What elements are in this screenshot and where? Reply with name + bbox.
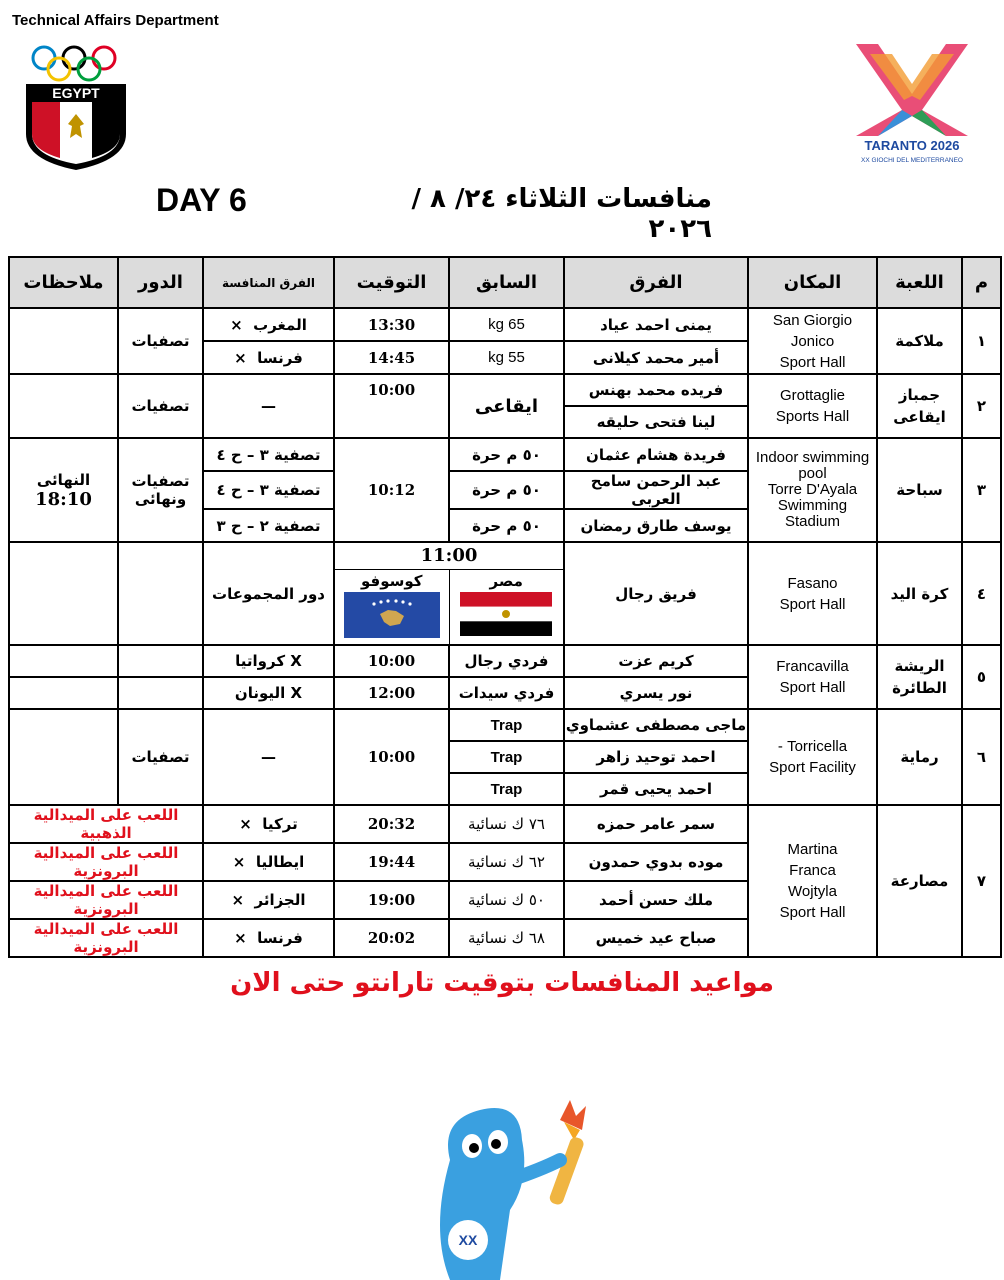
time-cell: 12:00 (334, 677, 449, 709)
footer-note: مواعيد المنافسات بتوقيت تارانتو حتى الان (230, 968, 774, 998)
opponent-cell: تصفية ٣ – ح ٤ (203, 438, 334, 471)
arabic-date-title: منافسات الثلاثاء ٢٤/ ٨ / ٢٠٢٦ (411, 184, 712, 244)
sport-name: الريشة الطائرة (877, 645, 962, 709)
athlete-name: احمد يحيى قمر (564, 773, 748, 805)
round-cell (118, 677, 203, 709)
team-name: فريق رجال (564, 542, 748, 645)
opponent-cell: X كرواتيا (203, 645, 334, 677)
event-name: ٥٠ م حرة (449, 509, 564, 542)
row-number: ٢ (962, 374, 1001, 438)
notes-cell (9, 709, 118, 805)
time-cell: 10:00 (334, 709, 449, 805)
notes-cell: اللعب على الميدالية البرونزية (9, 843, 203, 881)
notes-cell: النهائى 18:10 (9, 438, 118, 542)
sport-name: كرة اليد (877, 542, 962, 645)
time-cell: 19:00 (334, 881, 449, 919)
row-number: ٣ (962, 438, 1001, 542)
event-name: 65 kg (449, 308, 564, 341)
athlete-name: فريدة هشام عثمان (564, 438, 748, 471)
opponent-cell: الجزائر × (203, 881, 334, 919)
sport-name: ملاكمة (877, 308, 962, 374)
schedule-table (8, 256, 1002, 958)
venue: Indoor swimming pool Torre D'Ayala Swimming Stadium (748, 438, 877, 542)
egypt-flag-icon (460, 592, 552, 636)
round-cell (118, 645, 203, 677)
day-title: DAY 6 (156, 182, 247, 218)
opponent-cell: X اليونان (203, 677, 334, 709)
sport-name: جمباز ايقاعى (877, 374, 962, 438)
table-row (9, 542, 1001, 645)
table-row (9, 374, 1001, 406)
kosovo-flag-icon (344, 592, 440, 638)
svg-text:XX: XX (458, 1232, 478, 1248)
notes-cell (9, 542, 118, 645)
event-name: ٥٠ ك نسائية (449, 881, 564, 919)
event-name: فردي سيدات (449, 677, 564, 709)
time-cell: 14:45 (334, 341, 449, 374)
event-name: ٦٨ ك نسائية (449, 919, 564, 957)
event-name: ٧٦ ك نسائية (449, 805, 564, 843)
venue: Francavilla Sport Hall (748, 645, 877, 709)
row-number: ٧ (962, 805, 1001, 957)
athlete-name: يوسف طارق رمضان (564, 509, 748, 542)
svg-text:TARANTO 2026: TARANTO 2026 (864, 138, 960, 153)
athlete-name: كريم عزت (564, 645, 748, 677)
col-sport: اللعبة (877, 257, 962, 308)
notes-cell: اللعب على الميدالية البرونزية (9, 881, 203, 919)
match-cell (334, 542, 564, 645)
time-cell: 10:00 (334, 645, 449, 677)
round-cell: دور المجموعات (203, 542, 334, 645)
notes-cell (9, 308, 118, 374)
notes-cell (9, 677, 118, 709)
col-no: م (962, 257, 1001, 308)
athlete-name: نور يسري (564, 677, 748, 709)
opponent-cell: تصفية ٣ – ح ٤ (203, 471, 334, 509)
team-b: كوسوفو (335, 570, 449, 644)
taranto-2026-logo (848, 40, 976, 170)
event-name: ٦٢ ك نسائية (449, 843, 564, 881)
athlete-name: أمير محمد كيلانى (564, 341, 748, 374)
round-cell: تصفيات ونهائى (118, 438, 203, 542)
table-row (9, 645, 1001, 677)
time-cell: 13:30 (334, 308, 449, 341)
row-number: ٤ (962, 542, 1001, 645)
round-cell: تصفيات (118, 709, 203, 805)
event-name: فردي رجال (449, 645, 564, 677)
col-opponent: الفرق المنافسة (203, 257, 334, 308)
col-time: التوقيت (334, 257, 449, 308)
col-round: الدور (118, 257, 203, 308)
round-cell: تصفيات (118, 374, 203, 438)
svg-text:XX GIOCHI DEL MEDITERRANEO: XX GIOCHI DEL MEDITERRANEO (861, 157, 963, 164)
opponent-cell: تركيا × (203, 805, 334, 843)
event-name: ايقاعى (449, 374, 564, 438)
venue: Fasano Sport Hall (748, 542, 877, 645)
venue: Torricella - Sport Facility (748, 709, 877, 805)
round-empty-cell (118, 542, 203, 645)
header-row (9, 257, 1001, 308)
athlete-name: احمد توحيد زاهر (564, 741, 748, 773)
venue: Grottaglie Sports Hall (748, 374, 877, 438)
time-cell: 10:00 (334, 374, 449, 438)
event-name: Trap (449, 741, 564, 773)
opponent-cell: فرنسا × (203, 341, 334, 374)
table-row (9, 438, 1001, 471)
match-time: 11:00 (335, 543, 563, 570)
athlete-name: يمنى احمد عياد (564, 308, 748, 341)
notes-cell: اللعب على الميدالية الذهبية (9, 805, 203, 843)
row-number: ٦ (962, 709, 1001, 805)
opponent-cell: المغرب × (203, 308, 334, 341)
col-event: السابق (449, 257, 564, 308)
opponent-cell: تصفية ٢ – ح ٣ (203, 509, 334, 542)
sport-name: مصارعة (877, 805, 962, 957)
time-cell: 20:32 (334, 805, 449, 843)
athlete-name: سمر عامر حمزه (564, 805, 748, 843)
egypt-olympic-logo (22, 42, 130, 172)
opponent-cell: — (203, 709, 334, 805)
row-number: ١ (962, 308, 1001, 374)
athlete-name: ماجى مصطفى عشماوي (564, 709, 748, 741)
opponent-cell: — (203, 374, 334, 438)
col-venue: المكان (748, 257, 877, 308)
athlete-name: صباح عيد خميس (564, 919, 748, 957)
athlete-name: موده بدوي حمدون (564, 843, 748, 881)
mascot-image (410, 1100, 600, 1280)
row-number: ٥ (962, 645, 1001, 709)
venue: Martina Franca Wojtyla Sport Hall (748, 805, 877, 957)
sport-name: سباحة (877, 438, 962, 542)
event-name: 55 kg (449, 341, 564, 374)
opponent-cell: فرنسا × (203, 919, 334, 957)
event-name: ٥٠ م حرة (449, 438, 564, 471)
time-cell: 20:02 (334, 919, 449, 957)
time-cell: 19:44 (334, 843, 449, 881)
opponent-cell: ايطاليا × (203, 843, 334, 881)
table-row (9, 805, 1001, 843)
department-label: Technical Affairs Department (12, 12, 219, 29)
svg-text:EGYPT: EGYPT (52, 85, 100, 101)
time-cell: 10:12 (334, 438, 449, 542)
athlete-name: عبد الرحمن سامح العربى (564, 471, 748, 509)
col-teams: الفرق (564, 257, 748, 308)
athlete-name: فريده محمد بهنس (564, 374, 748, 406)
venue: San Giorgio Jonico Sport Hall (748, 308, 877, 374)
table-row (9, 709, 1001, 741)
notes-cell (9, 374, 118, 438)
athlete-name: لينا فتحى حليقه (564, 406, 748, 438)
notes-cell: اللعب على الميدالية البرونزية (9, 919, 203, 957)
event-name: ٥٠ م حرة (449, 471, 564, 509)
sport-name: رماية (877, 709, 962, 805)
athlete-name: ملك حسن أحمد (564, 881, 748, 919)
event-name: Trap (449, 709, 564, 741)
notes-cell (9, 645, 118, 677)
team-a: مصر (449, 570, 564, 644)
round-cell: تصفيات (118, 308, 203, 374)
event-name: Trap (449, 773, 564, 805)
col-notes: ملاحظات (9, 257, 118, 308)
table-row (9, 308, 1001, 341)
